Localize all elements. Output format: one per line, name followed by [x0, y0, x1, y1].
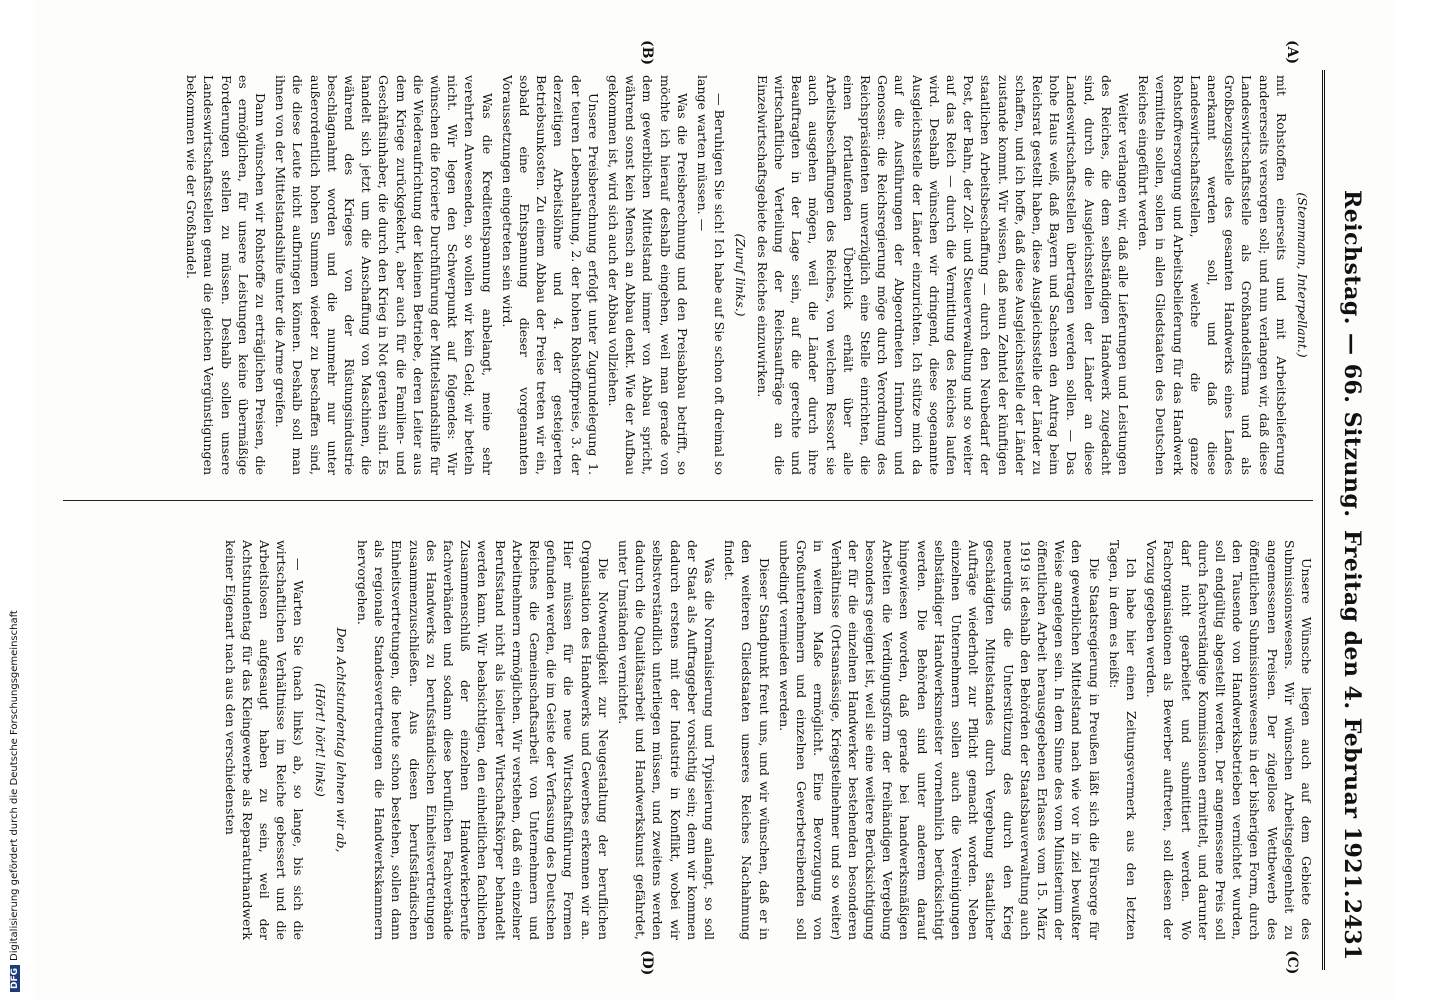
paragraph: Dieser Standpunkt freut uns, und wir wünschen, daß er in den weiteren Gliedstaaten unseres Reiches Nachahmung findet.: [722, 540, 772, 940]
paragraph: Weiter verlangen wir, daß alle Lieferungen und Leistungen des Reiches, die dem selbständigen Handwerk zugedacht sind, durch die Ausgleichsstellen der Länder an diese Landeswirtschaftsstellen übertragen werden sollen. — Das hohe Haus weiß, daß Bayern und Sachsen den Antrag beim Reichsrat gestellt haben, diese Ausgleichsstelle der Länder zu schaffen, und ich hoffe, daß diese Ausgleichsstelle der Länder zustande kommt. Wir wissen, daß neun Zehntel der künftigen staatlichen Arbeitsbeschaffung — durch den Neubedarf der Post, der Bahn, der Zoll- und Steuerverwaltung und so weiter auf das Reich — durch die Vermittlung des Reiches laufen wird. Deshalb wünschen wir dringend, diese sogenannte Ausgleichsstelle der Länder einzurichten. Ich stütze mich da auf die Ausführungen der Abgeordneten Irimborn und Genossen: die Reichsregierung möge durch Verordnung des Reichspräsidenten unverzüglich eine Stelle einrichten, die einen fortlaufenden Überblick erhält über alle Arbeitsbeschaffungen des Reiches, von welchem Ressort sie auch ausgehen mögen, weil die Länder durch ihre Beauftragten in der Lage sein, auf die gerechte und wirtschaftliche Verteilung der Reichsaufträge an die Einzelwirtschaftsgebiete des Reiches einzuwirken.: [754, 75, 1131, 475]
paragraph: — Beruhigen Sie sich! Ich habe auf Sie schon oft dreimal so lange warten müssen. —: [695, 75, 728, 475]
column-divider: [63, 500, 1313, 501]
page-number: 2431: [1339, 898, 1365, 960]
paragraph: Dann wünschen wir Rohstoffe zu erträglichen Preisen, die es ermöglichen, für unsere Leistungen keine übermäßige Forderungen stellen zu müssen. Deshalb sollen unsere Landeswirtschaftsstellen genau die gleichen Vergünstigungen bekommen wie der Großhandel.: [184, 75, 269, 475]
left-column: [55, 75, 1315, 475]
margin-marker-c: (C): [1284, 950, 1300, 975]
document-page: [35, 0, 1395, 1000]
paragraph: Was die Kreditentspannung anbelangt, meine sehr verehrten Anwesenden, so wollen wir kein Geld; wir betteln nicht. Wir legen den Schwerpunkt auf folgendes: Wir wünschen die forcierte Durchführung der Mittelstandshilfe für die Wiederaufrichtung der kleinen Betriebe, deren Leiter aus dem Kriege zurückgekehrt, aber auch für die Familien- und Geschäftsinhaber, die durch den Krieg in Not geraten sind. Es handelt sich jetzt um die Anschaffung von Maschinen, die während des Krieges von der Rüstungsindustrie beschlagnahmt worden und die nunmehr nur unter außerordentlich hohen Summen wieder zu beschaffen sind, die diese Leute nicht aufbringen können. Deshalb soll man ihnen von der Mittelstandshilfe unter die Arme greifen.: [273, 75, 495, 475]
dfg-logo-icon: DFG: [10, 965, 20, 992]
paragraph: Ich habe hier einen Zeitungsvermerk aus den letzten Tagen, in dem es heißt:: [1106, 540, 1139, 940]
margin-marker-b: (B): [639, 40, 655, 66]
interjection: (Hört! hört! links): [312, 683, 328, 797]
centered-line: Den Achtstundentag lehnen wir ab,: [333, 627, 349, 853]
digitization-credit: [6, 610, 24, 992]
paragraph: Unsere Wünsche liegen auch auf dem Gebiete des Submissionswesens. Wir wünschen Arbeitsgelegenheit zu angemessenen Preisen. Der zügellose Wettbewerb des öffentlichen Submissionswesens in der bisherigen Form, durch den Tausende von Handwerksbetrieben vernichtet wurden, soll endgültig abgestellt werden. Der angemessene Preis soll durch fachverständige Kommissionen ermittelt, und darunter darf nicht gearbeitet und submittiert werden. Wo Fachorganisationen als Bewerber auftreten, soll diesen der Vorzug gegeben werden.: [1144, 540, 1314, 940]
paragraph: Was die Preisberechnung und den Preisabbau betrifft, so möchte ich hierauf deshalb eingehen, weil man gerade von dem gewerblichen Mittelstand immer von Abbau spricht, während sonst kein Mensch an Abbau denkt. Wie der Aufbau gekommen ist, wird sich auch der Abbau vollziehen.: [606, 75, 690, 475]
paragraph: Unsere Preisberechnung erfolgt unter Zugrundelegung 1. der teuren Lebenshaltung, 2. der hohen Rohstoffpreise, 3. der derzeitigen Arbeitslöhne und 4. der gesteigerten Betriebsunkosten. Zu einem Abbau der Preise treten wir ein, sobald eine Entspannung dieser vorgenannten Voraussetzungen eingetreten sein wird.: [499, 75, 601, 475]
page-header: [1322, 70, 1375, 970]
speaker-note: (Stemmann, Interpellant.): [1295, 192, 1310, 358]
paragraph: Die Notwendigkeit zur Neugestaltung der beruflichen Organisation des Handwerks und Gewerbes erkennen wir an. Hier müssen für die neue Wirtschaftsführung Formen gefunden werden, die im Geiste der Verfassung des Deutschen Reiches die Gemeinschaftsarbeit von Unternehmern und Arbeitnehmern ermöglichen. Wir verstehen, daß ein einzelner Berufsstand nicht als isolierter Wirtschaftskörper behandelt werden kann. Wir beabsichtigen, den einheitlichen fachlichen Zusammenschluß der einzelnen Handwerkerberufe fachverbänden und sodann diese beruflichen Fachverbände des Handwerks zu berufsständischen Einheitsvertretungen zusammenzuschließen. Aus diesen berufsständischen Einheitsvertretungen, die heute schon bestehen, sollen dann als regionale Standesvertretungen die Handwerkskammern hervorgehen.: [355, 540, 611, 940]
margin-marker-d: (D): [639, 950, 655, 976]
right-column: [55, 540, 1315, 940]
paragraph: Was die Normalisierung und Typisierung anlangt, so soll der Staat als Auftraggeber vorsichtig sein; denn wir kommen dadurch erstens mit der Industrie in Konflikt, wobei wir selbstverständlich unterliegen müssen, und zweitens werden dadurch die Qualitätsarbeit und Handwerkskunst gefährdet, unter Umständen vernichtet.: [616, 540, 718, 940]
paragraph: mit Rohstoffen einerseits und mit Arbeitsbelieferung andererseits versorgen soll; und nun verlangen wir, daß diese Landeswirtschaftsstelle als Großhandelsfirma und als Großbezugsstelle des gesamten Handwerks eines Landes anerkannt werden soll, und daß diese Landeswirtschaftsstellen, welche die ganze Rohstoffversorgung und Arbeitsbelieferung für das Handwerk vermitteln sollen, sollen in allen Gliedstaaten des Deutschen Reiches eingeführt werden.: [1136, 75, 1289, 475]
header-left-title: Reichstag. — 66. Sitzung.: [1339, 190, 1365, 518]
paragraph: — Warten Sie (nach links) ab, so lange, bis sich die wirtschaftlichen Verhältnisse im Reiche gebessert und die Arbeitslosen aufgesaugt haben zu sein, weil der Achtstundentag für das Kleingewerbe als Reparaturhandwerk keiner Eigenart nach aus den verschiedensten: [222, 540, 307, 940]
quoted-paragraph: Die Staatsregierung in Preußen läßt sich die Fürsorge für den gewerblichen Mittelstand nach wie vor in ziel bewußter Weise angelegen sein. In dem Sinne des vom Ministerium der öffentlichen Arbeit herausgegebenen Erlasses vom 15. März 1919 ist deshalb den Behörden der Staatsbauverwaltung auch neuerdings die Unterstützung des durch den Krieg geschädigten Mittelstandes durch Vergebung staatlicher Aufträge wiederholt zur Pflicht gemacht worden. Neben einzelnen Unternehmern sollen auch die Vereinigungen selbständiger Handwerksmeister vornehmlich berücksichtigt werden. Die Behörden sind unter anderem darauf hingewiesen worden, daß gerade bei handwerksmäßigen Arbeiten die Verdingungsform der freihändigen Vergebung besonders geeignet ist, weil sie eine weitere Berücksichtigung der für die einzelnen Handwerker bestehenden besonderen Verhältnisse (Ortsansässige, Kriegsteilnehmer und so weiter) in weitem Maße ermöglicht. Eine Bevorzugung von Großunternehmern und einzelnen Gewerbetreibenden soll unbedingt vermieden werden.: [776, 540, 1102, 940]
interjection: (Zuruf links.): [733, 233, 749, 317]
credit-text: Digitalisierung gefördert durch die Deutsche Forschungsgemeinschaft: [9, 610, 20, 961]
header-right-title: Freitag den 4. Februar 1921.: [1339, 530, 1365, 899]
margin-marker-a: (A): [1284, 40, 1300, 65]
